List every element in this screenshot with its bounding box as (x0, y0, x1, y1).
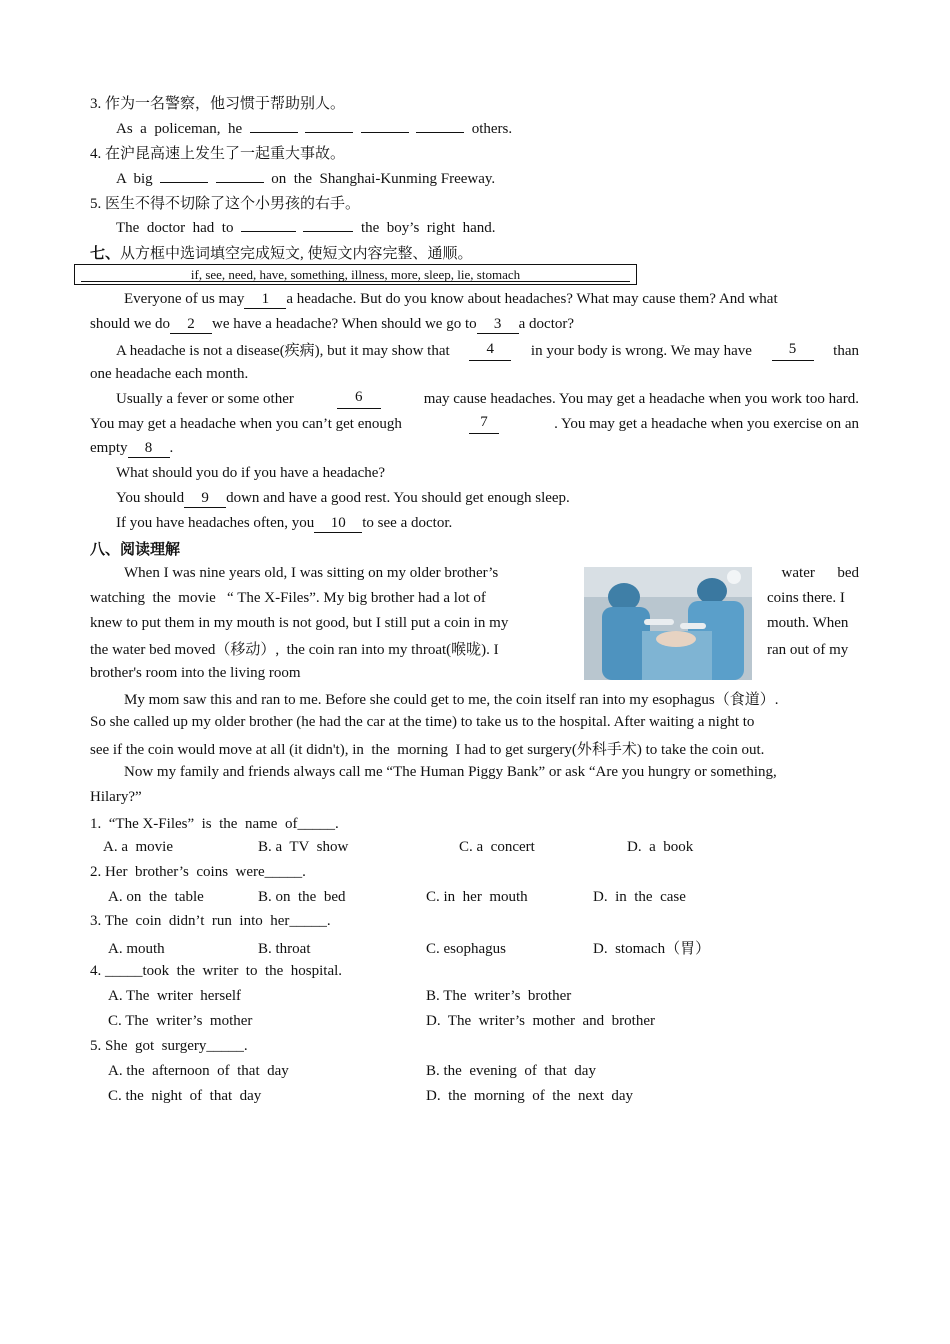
q5-chinese: 5. 医生不得不切除了这个小男孩的右手。 (90, 196, 361, 212)
cloze-text: A headache is not a disease(疾病), but it may show that (116, 343, 450, 359)
cloze-line-6 (90, 414, 859, 434)
q4-blank-2[interactable] (216, 182, 264, 183)
q5-blank-1[interactable] (241, 231, 296, 232)
reading-l4-left: the water bed moved（移动）, the coin ran into my throat(喉咙). I (90, 642, 499, 658)
question-2-stem: 2. Her brother’s coins were_____. (90, 864, 306, 880)
blank-3[interactable]: 3 (477, 316, 519, 334)
q3-blank-4[interactable] (416, 132, 464, 133)
cloze-line-8: What should you do if you have a headache? (116, 465, 386, 481)
section7-instructions: 从方框中选词填空完成短文, 使短文内容完整、通顺。 (120, 246, 473, 262)
cloze-text: we have a headache? When should we go to (212, 316, 477, 332)
surgery-photo-illustration (584, 567, 752, 680)
blank-7[interactable]: 7 (469, 414, 499, 434)
word-box (74, 264, 637, 285)
question-3-option-b[interactable]: B. throat (258, 941, 311, 957)
cloze-text: than (833, 343, 859, 359)
blank-8[interactable]: 8 (128, 440, 170, 458)
cloze-text: should we do (90, 316, 170, 332)
reading-l1-right: water bed (781, 565, 859, 581)
cloze-line-2 (90, 314, 574, 334)
section7-heading (90, 244, 473, 264)
question-3-option-a[interactable]: A. mouth (108, 941, 165, 957)
reading-l3-left: knew to put them in my mouth is not good, but I still put a coin in my (90, 615, 509, 631)
question-1-option-a[interactable]: A. a movie (103, 839, 173, 855)
blank-4[interactable]: 4 (469, 341, 511, 361)
cloze-text: . (169, 440, 174, 456)
question-4-option-a[interactable]: A. The writer herself (108, 988, 242, 1004)
question-1-stem: 1. “The X-Files” is the name of_____. (90, 816, 339, 832)
section8-heading: 八、阅读理解 (90, 542, 181, 558)
cloze-text: down and have a good rest. You should get enough sleep. (226, 490, 570, 506)
reading-text: My mom saw this and ran to me. Before she could get to me, the coin itself ran into my esophagus（食道）. (124, 692, 779, 708)
question-4-option-b[interactable]: B. The writer’s brother (426, 988, 572, 1004)
question-3-option-d[interactable]: D. stomach（胃） (593, 941, 711, 957)
question-2-option-b[interactable]: B. on the bed (258, 889, 346, 905)
cloze-text: empty (90, 440, 128, 456)
question-4-option-d[interactable]: D. The writer’s mother and brother (426, 1013, 655, 1029)
q4-english-pre: A big (116, 171, 153, 187)
q4-english (116, 169, 495, 189)
question-2-option-a[interactable]: A. on the table (108, 889, 204, 905)
blank-6[interactable]: 6 (337, 389, 381, 409)
question-3-stem: 3. The coin didn’t run into her_____. (90, 913, 331, 929)
cloze-text: You should (116, 490, 185, 506)
question-2-option-d[interactable]: D. in the case (593, 889, 686, 905)
question-1-option-b[interactable]: B. a TV show (258, 839, 349, 855)
blank-2[interactable]: 2 (170, 316, 212, 334)
reading-text: So she called up my older brother (he had the car at the time) to take us to the hospital. After waiting a night to (90, 714, 755, 730)
reading-p2-l3: see if the coin would move at all (it didn't), in the morning I had to get surgery(外科手术) to take the coin out. (90, 742, 765, 758)
cloze-line-5 (116, 389, 859, 409)
q3-blank-2[interactable] (305, 132, 353, 133)
blank-10[interactable]: 10 (314, 515, 362, 533)
q5-blank-2[interactable] (303, 231, 353, 232)
cloze-line-10 (116, 513, 452, 533)
blank-1[interactable]: 1 (244, 291, 286, 309)
q3-blank-1[interactable] (250, 132, 298, 133)
section7-number: 七、 (90, 246, 121, 262)
cloze-text: Usually a fever or some other (116, 391, 294, 407)
cloze-text: to see a doctor. (362, 515, 453, 531)
cloze-text: If you have headaches often, you (116, 515, 315, 531)
q3-chinese: 3. 作为一名警察，他习惯于帮助别人。 (90, 96, 346, 112)
q4-english-post: on the Shanghai-Kunming Freeway. (271, 171, 496, 187)
question-5-option-c[interactable]: C. the night of that day (108, 1088, 262, 1104)
question-4-stem: 4. _____took the writer to the hospital. (90, 963, 343, 979)
cloze-text: may cause headaches. You may get a headache when you work too hard. (423, 391, 859, 407)
cloze-text: . You may get a headache when you exercise on an (554, 416, 859, 432)
q4-blank-1[interactable] (160, 182, 208, 183)
cloze-line-7 (90, 438, 173, 458)
reading-l5: brother's room into the living room (90, 665, 301, 681)
reading-l3-right: mouth. When (767, 615, 849, 631)
blank-9[interactable]: 9 (184, 490, 226, 508)
blank-5[interactable]: 5 (772, 341, 814, 361)
cloze-line-3 (116, 341, 859, 361)
question-5-option-a[interactable]: A. the afternoon of that day (108, 1063, 289, 1079)
cloze-line-4: one headache each month. (90, 366, 249, 382)
reading-text: When I was nine years old, I was sitting on my older brother’s (124, 565, 499, 581)
reading-l4-right: ran out of my (767, 642, 849, 658)
reading-l1-left (124, 563, 570, 583)
reading-p2-l2 (90, 712, 859, 732)
question-1-option-c[interactable]: C. a concert (459, 839, 535, 855)
question-3-option-c[interactable]: C. esophagus (426, 941, 506, 957)
word-box-rule (81, 281, 630, 282)
surgery-photo (584, 567, 752, 680)
q4-chinese: 4. 在沪昆高速上发生了一起重大事故。 (90, 146, 346, 162)
reading-p2-l1 (124, 690, 859, 710)
question-1-option-d[interactable]: D. a book (627, 839, 694, 855)
q3-english-pre: As a policeman, he (116, 121, 243, 137)
word-box-words: if, see, need, have, something, illness, more, sleep, lie, stomach (190, 267, 521, 282)
q5-english-post: the boy’s right hand. (360, 220, 496, 236)
cloze-text: in your body is wrong. We may have (530, 343, 752, 359)
q5-english-pre: The doctor had to (116, 220, 234, 236)
cloze-text: You may get a headache when you can’t get enough (90, 416, 402, 432)
q5-english (116, 218, 496, 238)
reading-text: Now my family and friends always call me “The Human Piggy Bank” or ask “Are you hungry or something, (124, 764, 777, 780)
cloze-text: a headache. But do you know about headaches? What may cause them? And what (286, 291, 778, 307)
question-5-option-d[interactable]: D. the morning of the next day (426, 1088, 634, 1104)
q3-english-post: others. (471, 121, 513, 137)
cloze-line-9 (116, 488, 570, 508)
q3-blank-3[interactable] (361, 132, 409, 133)
question-2-option-c[interactable]: C. in her mouth (426, 889, 528, 905)
cloze-line-1 (124, 289, 778, 309)
question-5-option-b[interactable]: B. the evening of that day (426, 1063, 596, 1079)
reading-p3-l1 (124, 762, 859, 782)
cloze-text: a doctor? (518, 316, 575, 332)
question-4-option-c[interactable]: C. The writer’s mother (108, 1013, 253, 1029)
q3-english (116, 119, 512, 139)
cloze-text: Everyone of us may (124, 291, 245, 307)
question-5-stem: 5. She got surgery_____. (90, 1038, 248, 1054)
reading-l2-right: coins there. I (767, 590, 845, 606)
reading-l2-left: watching the movie “ The X-Files”. My big brother had a lot of (90, 590, 486, 606)
reading-p3-l2: Hilary?” (90, 789, 142, 805)
